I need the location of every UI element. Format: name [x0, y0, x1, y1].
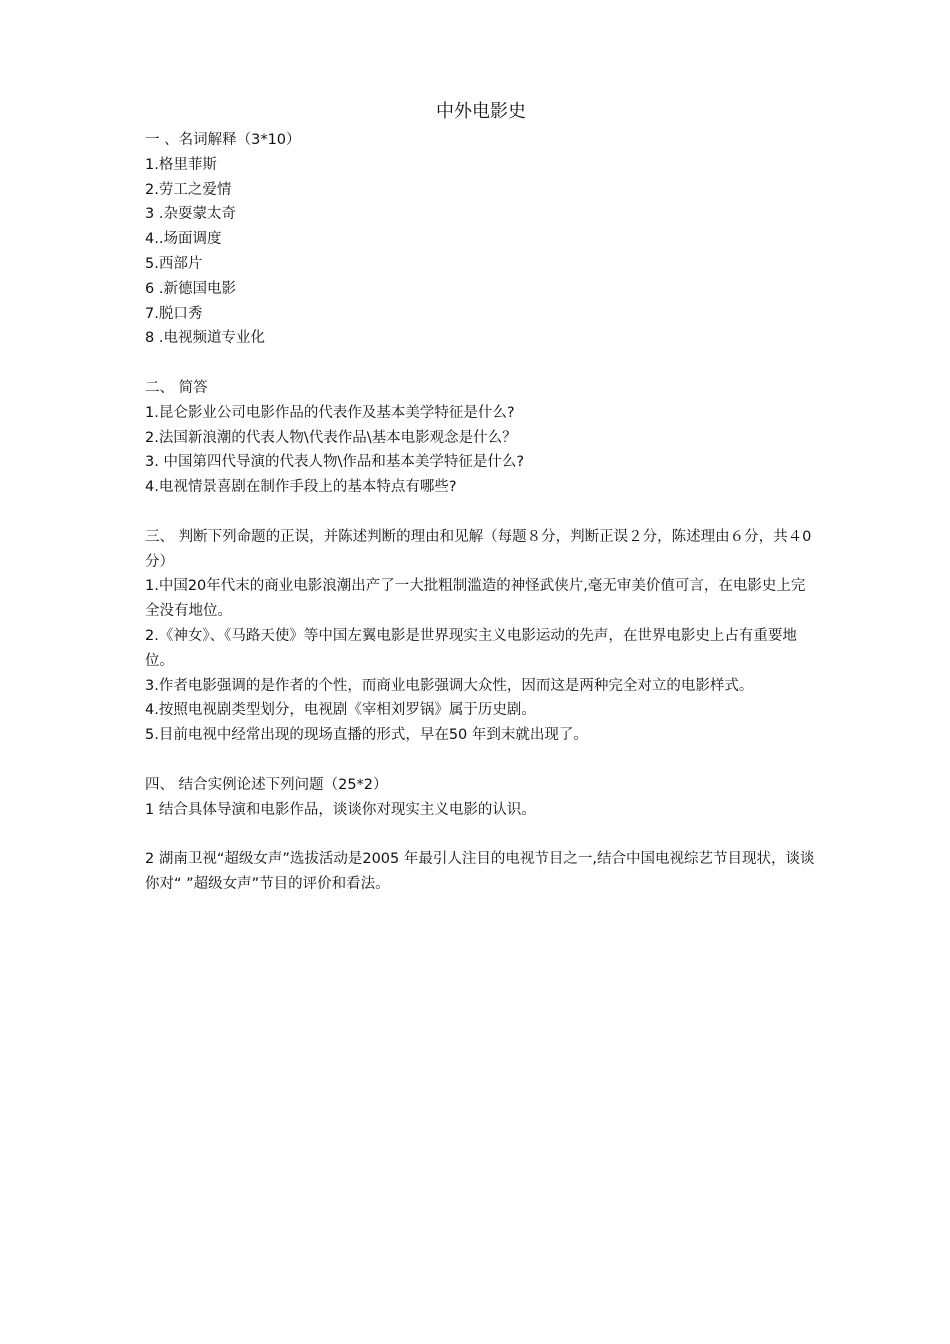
list-item: 3.作者电影强调的是作者的个性，而商业电影强调大众性，因而这是两种完全对立的电影样式。 [145, 677, 754, 694]
section-heading: 三、 判断下列命题的正误，并陈述判断的理由和见解（每题８分，判断正误２分，陈述理由６分，共４0 分） [145, 528, 812, 570]
list-item: 2 湖南卫视“超级女声”选拔活动是2005 年最引人注目的电视节目之一,结合中国电视综艺节目现状，谈谈你对“ ”超级女声”节目的评价和看法。 [145, 851, 815, 892]
list-item: 1.昆仑影业公司电影作品的代表作及基本美学特征是什么? [145, 404, 515, 421]
spacer [145, 351, 817, 376]
list-item: 5.目前电视中经常出现的现场直播的形式，早在50 年到末就出现了。 [145, 727, 588, 744]
list-item: 1.中国20年代末的商业电影浪潮出产了一大批粗制滥造的神怪武侠片,毫无审美价值可言，在电影史上完全没有地位。 [145, 578, 806, 620]
spacer [145, 748, 817, 773]
list-item: 6 .新德国电影 [145, 280, 236, 297]
list-item: 4.电视情景喜剧在制作手段上的基本特点有哪些? [145, 479, 457, 496]
section-heading: 二、 简答 [145, 379, 208, 396]
list-item: 8 .电视频道专业化 [145, 330, 265, 347]
list-item: 5.西部片 [145, 255, 203, 272]
list-item: 2.《神女》、《马路天使》等中国左翼电影是世界现实主义电影运动的先声，在世界电影史上占有重要地位。 [145, 627, 797, 669]
list-item: 3 .杂耍蒙太奇 [145, 206, 236, 223]
list-item: 4.按照电视剧类型划分，电视剧《宰相刘罗锅》属于历史剧。 [145, 702, 536, 719]
list-item: 2.法国新浪潮的代表人物\代表作品\基本电影观念是什么？ [145, 429, 517, 446]
document-title: 中外电影史 [436, 101, 526, 122]
list-item: 4..场面调度 [145, 231, 222, 248]
list-item: 1 结合具体导演和电影作品，谈谈你对现实主义电影的认识。 [145, 801, 536, 818]
list-item: 3. 中国第四代导演的代表人物\作品和基本美学特征是什么? [145, 454, 525, 471]
section-heading: 一 、名词解释（3*10） [145, 132, 301, 148]
spacer [145, 822, 817, 847]
spacer [145, 500, 817, 525]
list-item: 2.劳工之爱情 [145, 181, 232, 198]
list-item: 1.格里菲斯 [145, 156, 217, 173]
section-heading: 四、 结合实例论述下列问题（25*2） [145, 776, 388, 793]
list-item: 7.脱口秀 [145, 305, 203, 322]
document-body [145, 98, 817, 897]
